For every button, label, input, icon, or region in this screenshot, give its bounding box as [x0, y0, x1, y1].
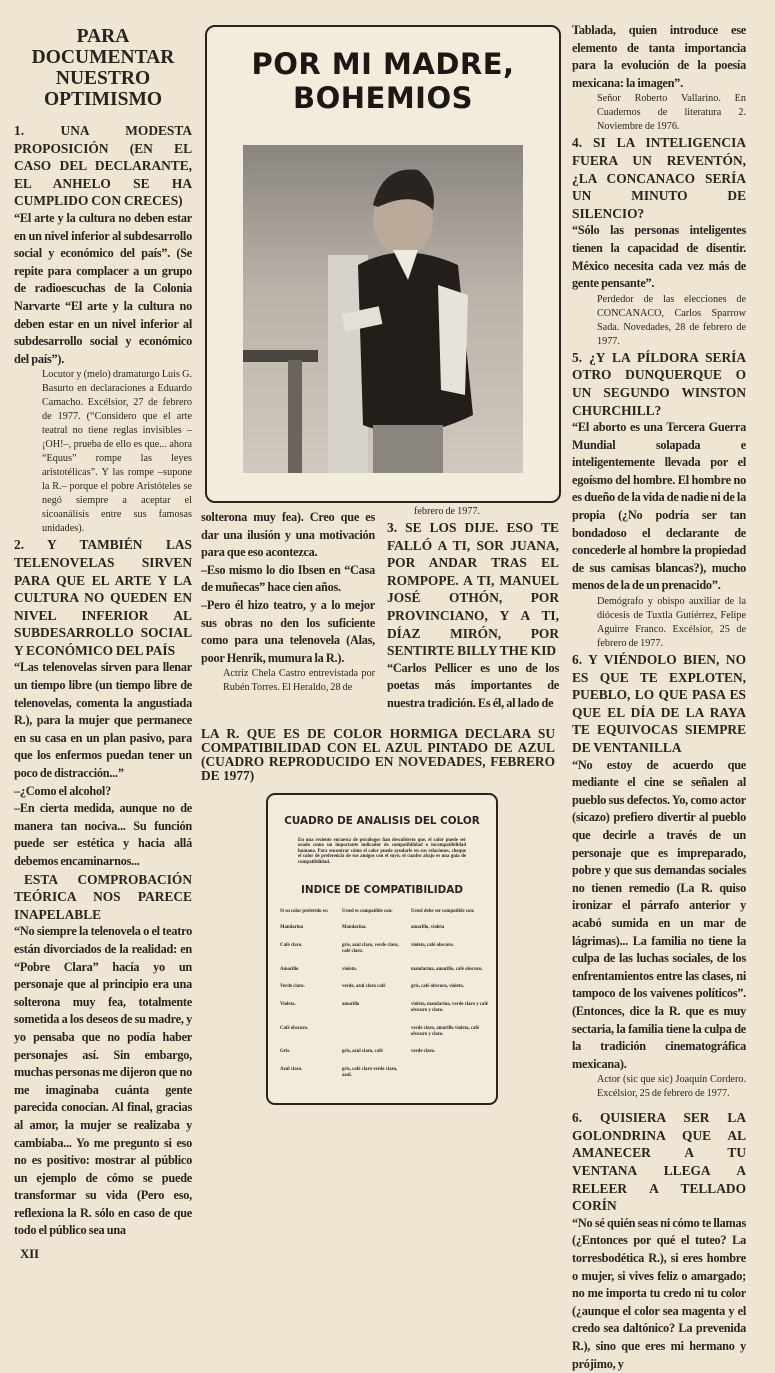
section-1-attribution: Locutor y (melo) dramaturgo Luis G. Basurto en declaraciones a Eduardo Camacho. Excélsior, 27 de febrero de 1977. (“Considero que el arte teatral no tiene reglas invisibles –¡OH!–, prueba de ello es que... ahora “Equus” rompe las leyes aristotélicas”. Y las rompe –supone la R.– porque el pobre Aristóteles se negó siempre a aceptar el sicoanálisis entre sus famosas unidades).	[42, 369, 192, 535]
section-2-question-2: –Eso mismo lo dio Ibsen en “Casa de muñecas” hace cien años.	[201, 562, 375, 595]
row-should-be-compatible: amarillo, violeta	[411, 925, 445, 931]
row-preferred-color: Verde claro.	[280, 984, 305, 990]
chart-row	[280, 943, 496, 955]
boy-photo-illustration	[243, 145, 523, 473]
row-preferred-color: Gris.	[280, 1049, 291, 1055]
row-preferred-color: Azul claro.	[280, 1067, 303, 1073]
row-should-be-compatible: verde claro.	[411, 1049, 436, 1055]
middle-area	[201, 505, 559, 1105]
row-preferred-color: Violeta.	[280, 1002, 296, 1008]
left-column	[14, 26, 192, 1262]
chart-rows	[268, 925, 496, 1079]
row-should-be-compatible: mandarina, amarillo, café obscuro.	[411, 966, 483, 972]
photo-title: POR MI MADRE, BOHEMIOS	[251, 47, 515, 115]
chart-subtitle: INDICE DE COMPATIBILIDAD	[301, 883, 463, 896]
row-should-be-compatible: gris, café obscuro, violeta.	[411, 984, 464, 990]
section-7-quote: “No sé quién seas ni cómo te llamas (¿Entonces por qué el tuteo? La torresbodética R.), si eres hombre o mujer, si vives feliz o amargado; no me importa tu credo ni tu color (¿aunque el color sea magenta y el credo sea daltónico? La prevenida R.), sino que eres mi hermano y prójimo, y	[572, 1215, 746, 1371]
article-title: PARA DOCUMENTAR NUESTRO OPTIMISMO	[31, 26, 175, 110]
boy-photo	[243, 145, 523, 473]
chart-row	[280, 1067, 496, 1079]
row-should-be-compatible	[405, 1067, 491, 1079]
section-3-continuation: Tablada, quien introduce ese elemento de tanta importancia para la evolución de la poesía mexicana: la imagen”.	[572, 23, 746, 90]
section-1-heading: 1. UNA MODESTA PROPOSICIÓN (EN EL CASO DEL DECLARANTE, EL ANHELO SE HA CUMPLIDO CON CRECES)	[14, 123, 192, 209]
chart-row	[280, 967, 496, 973]
row-compatible-with: gris, azul claro, café	[342, 1049, 383, 1055]
chart-header-row	[280, 909, 496, 915]
row-should-be-compatible: violeta, café obscuro.	[411, 943, 454, 949]
chart-caption: LA R. QUE ES DE COLOR HORMIGA DECLARA SU COMPATIBILIDAD CON EL AZUL PINTADO DE AZUL (CUADRO REPRODUCIDO EN NOVEDADES, FEBRERO DE 1977)	[201, 725, 555, 783]
section-6-attribution: Actor (sic que sic) Joaquín Cordero. Excélsior, 25 de febrero de 1977.	[597, 1074, 746, 1100]
row-should-be-compatible: violeta, mandarina, verde claro y café obscuro y claro.	[411, 1002, 489, 1014]
section-3-heading: 3. SE LOS DIJE. ESO TE FALLÓ A TI, SOR JUANA, POR ANDAR TRAS EL ROMPOPE. A TI, MANUEL JOSÉ OTHÓN, POR PROVINCIANO, Y A TI, DÍAZ MIRÓN, POR SENTIRTE BILLY THE KID	[387, 520, 559, 659]
section-2-answer: –En cierta medida, aunque no de manera tan nociva... Su función puede ser estética y hacia allá debemos encaminarnos...	[14, 801, 192, 868]
row-preferred-color: Café obscuro.	[280, 1025, 309, 1031]
color-analysis-chart	[266, 793, 498, 1105]
section-2-answer-2: –Pero él hizo teatro, y a lo mejor sus obras no den los suficiente como para una telenovela (Alas, poor Henrik, mumura la R.).	[201, 597, 375, 665]
chart-row	[280, 1049, 496, 1055]
row-compatible-with: gris, azul claro, verde claro, café claro.	[342, 943, 399, 954]
section-3-quote: “Carlos Pellicer es uno de los poetas más importantes de nuestra tradición. Es él, al lado de	[387, 660, 559, 710]
section-4-quote: “Sólo las personas inteligentes tienen la capacidad de disentir. México necesita cada vez más de gente pensante”.	[572, 223, 746, 291]
header-should-be: Usted debe ser compatible con:	[411, 908, 475, 914]
right-column	[572, 22, 746, 1373]
chart-row	[280, 1026, 496, 1038]
section-4-attribution: Perdedor de las elecciones de CONCANACO, Carlos Sparrow Sada. Novedades, 28 de febrero de 1977.	[597, 293, 746, 347]
section-2-attribution: Actriz Chela Castro entrevistada por Rubén Torres. El Heraldo, 28 de	[223, 668, 375, 694]
section-5-heading: 5. ¿Y LA PÍLDORA SERÍA OTRO DUNQUERQUE O UN SEGUNDO WINSTON CHURCHILL?	[572, 349, 746, 418]
section-5-attribution: Demógrafo y obispo auxiliar de la diócesis de Tuxtla Gutiérrez, Felipe Aguirre Franco. Excélsior, 25 de febrero de 1977.	[597, 596, 746, 650]
middle-left-column	[201, 505, 375, 695]
chart-title: CUADRO DE ANALISIS DEL COLOR	[284, 814, 480, 827]
section-6-quote: “No estoy de acuerdo que mediante el cine se señalen al pueblo sus defectos. Yo, como actor (sicazo) prefiero divertir al pueblo que decirle a través de un personaje que es impreparado, pobre y que sus demandas sociales no tienen remedio (La R. quiso ironizar el párrafo anterior y acabó sumida en un mar de lágrimas)... La familia no tiene la culpa de las luchas sociales, de los enfrentamientos entre las clases, ni tampoco de los vaivenes políticos”. (Entonces, dice la R. que es muy sectaria, la familia tiene la culpa de la tradición cinematográfica mexicana).	[572, 757, 746, 1071]
section-2-subheading: ESTA COMPROBACIÓN TEÓRICA NOS PARECE INAPELABLE	[14, 871, 192, 922]
section-2-question: –¿Como el alcohol?	[14, 783, 111, 798]
row-preferred-color: Café claro.	[280, 943, 303, 949]
chart-row	[280, 925, 496, 931]
row-preferred-color: Mandarina	[280, 925, 304, 931]
section-6-heading: 6. Y VIÉNDOLO BIEN, NO ES QUE TE EXPLOTEN, PUEBLO, LO QUE PASA ES QUE EL DÍA DE LA RAYA TE EQUIVOCAS SIEMPRE DE VENTANILLA	[572, 652, 746, 755]
section-4-heading: 4. SI LA INTELIGENCIA FUERA UN REVENTÓN, ¿LA CONCANACO SERÍA UN MINUTO DE SILENCIO?	[572, 135, 746, 221]
row-compatible-with: amarillo	[342, 1002, 360, 1008]
row-compatible-with: verde, azul claro café	[342, 984, 386, 990]
section-2-quote-2: “No siempre la telenovela o el teatro están divorciados de la realidad: en “Pobre Clara” hacía yo un personaje que al principio era una solterona muy fea, totalmente sometida a los deseos de su madre, y yo pensaba que no podía haber personajes así. Sin embargo, muchas personas me dijeron que no me imaginaba cuánta gente parecida conocían. Al final, gracias al amor, la mujer se realizaba y cambiaba... Yo me pregunto si eso no es positivo: mostrar al público un ejemplo de cómo se puede transformar su vida (Pero eso, reflexiona la R. sólo en caso de que todo el público sea una	[14, 924, 192, 1238]
header-compatible: Usted es compatible con:	[342, 908, 393, 914]
section-1-quote: “El arte y la cultura no deben estar en un nivel inferior al subdesarrollo social y económico del país”. (Se repite para complacer a un grupo de radioescuchas de la Colonia Narvarte “El arte y la cultura no deben estar en un nivel inferior al subdesarrollo social y económico del país”).	[14, 210, 192, 366]
section-2-heading: 2. Y TAMBIÉN LAS TELENOVELAS SIRVEN PARA QUE EL ARTE Y LA CULTURA NO QUEDEN EN NIVEL INFERIOR AL SUBDESARROLLO SOCIAL Y ECONÓMICO DEL PAÍS	[14, 537, 192, 658]
middle-right-column	[387, 505, 559, 713]
header-preferred: Si su color preferido es:	[280, 908, 329, 914]
row-preferred-color: Amarillo	[280, 966, 299, 972]
row-compatible-with: Mandarina.	[342, 925, 367, 931]
photo-box	[205, 25, 561, 503]
chart-row	[280, 984, 496, 990]
row-compatible-with: violeta.	[342, 966, 357, 972]
chart-row	[280, 1002, 496, 1014]
section-5-quote: “El aborto es una Tercera Guerra Mundial solapada e inteligentemente llevada por el egoísmo del hombre. El hombre no es dueño de la vida de nadie ni de la propia (¿No podría ser tan bondadoso el declarante de concederle al hombre la propiedad de sus camisas blancas?), mucho menos de la de un prenacido”.	[572, 420, 746, 593]
middle-text-columns	[201, 505, 559, 713]
row-should-be-compatible: verde claro, amarillo violeta, café obscuro y claro.	[411, 1025, 480, 1037]
page-number: XII	[20, 1246, 39, 1262]
section-7-heading: 6. QUISIERA SER LA GOLONDRINA QUE AL AMANECER A TU VENTANA LLEGA A RELEER A TELLADO CORÍN	[572, 1110, 746, 1214]
row-compatible-with	[338, 1026, 405, 1038]
section-2-quote: “Las telenovelas sirven para llenar un tiempo libre (un tiempo libre de telenovelas, comenta la angustiada R.), para la mujer que permanece en su casa en un plan pasivo, para que los enfermos puedan tener un poco de distracción...”	[14, 660, 192, 781]
section-2-attribution-end: febrero de 1977.	[414, 506, 481, 517]
row-compatible-with: gris, café claro verde claro, azul.	[342, 1067, 398, 1079]
chart-intro: En una reciente encuesta de psicólogos han descubierto que, el color puede ser usado como un importante indicador de compatibilidad o incompatibilidad humana. Para encontrar cómo el color puede ayudarle en sus relaciones, cheque el color de preferencia de sus amigos con el suyo; el cuadro abajo es una guía de compatibilidad.	[298, 837, 466, 865]
section-2-continuation: solterona muy fea). Creo que es dar una ilusión y una motivación para que eso acontezca.	[201, 510, 375, 560]
section-3-attribution: Señor Roberto Vallarino. En Cuadernos de literatura 2. Noviembre de 1976.	[597, 93, 746, 133]
